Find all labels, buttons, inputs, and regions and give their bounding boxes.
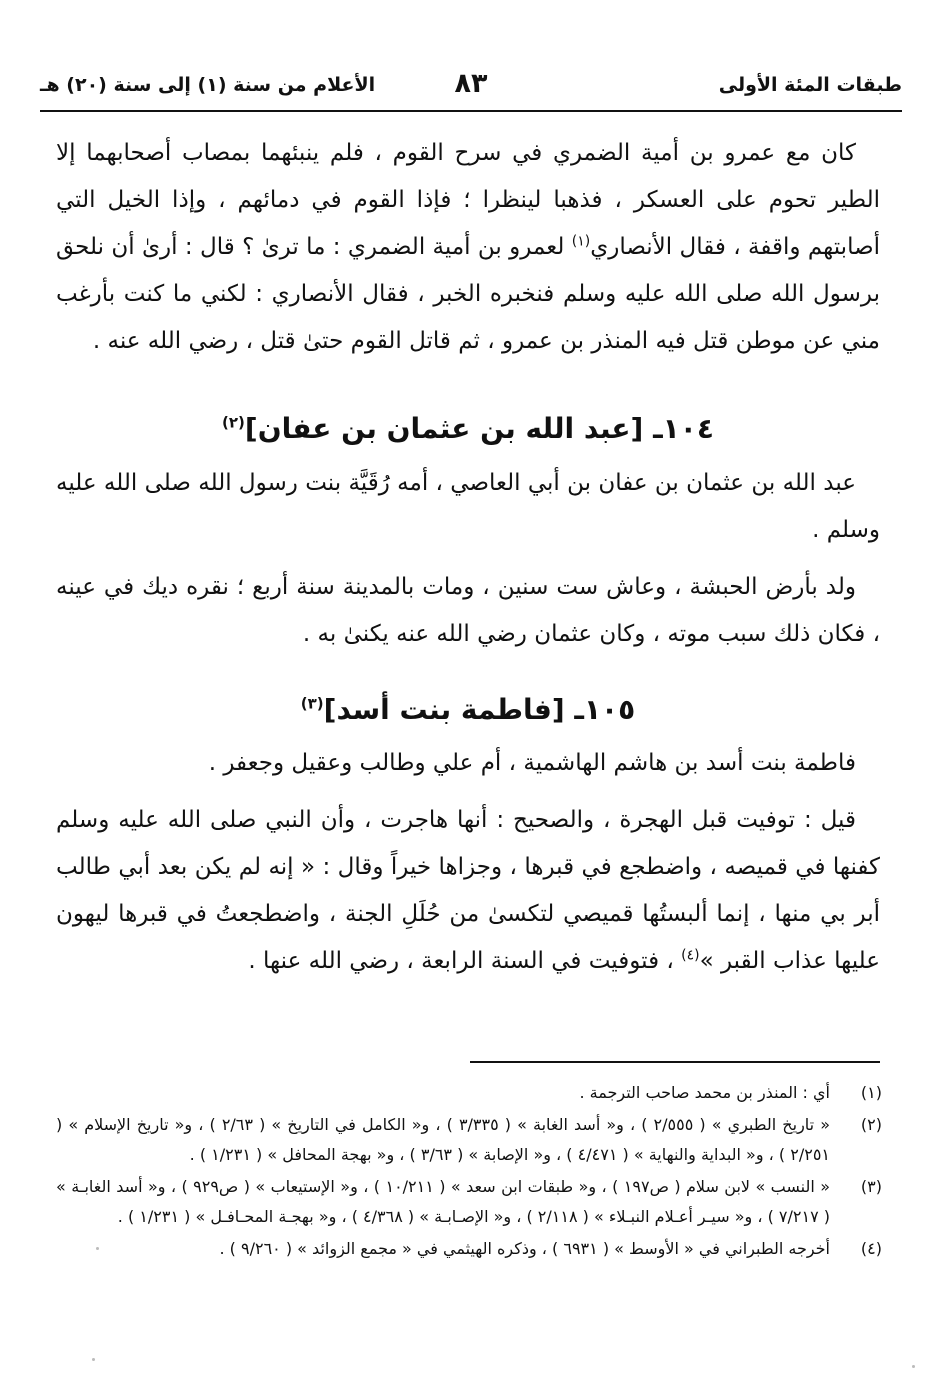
footnote-number: (١): [860, 1083, 882, 1102]
intro-line-1: كان مع عمرو بن أمية الضمري في سرح القوم ، فلم ينبئهما بمصاب أصحابهما إلا الطير تحوم على العسكر ، فذهبا لينظرا ؛ فإذا القوم في دمائهم ، وإذا الخيل التي أصابتهم واقفة ، فقال الأنصاري: [56, 140, 881, 260]
book-title: طبقات المئة الأولى: [718, 74, 902, 96]
entry-104-paragraph: ولد بأرض الحبشة ، وعاش ست سنين ، ومات بالمدينة سنة أربع ؛ نقره ديك في عينه ، فكان ذلك سبب موته ، وكان عثمان رضي الله عنه يكنىٰ به .: [56, 574, 880, 647]
footnote-number: (٣): [860, 1177, 882, 1196]
footnote-number: (٤): [860, 1239, 882, 1258]
footnote: [56, 1234, 882, 1264]
entry-105-paragraph: فاطمة بنت أسد بن هاشم الهاشمية ، أم علي وطالب وعقيل وجعفر .: [208, 750, 856, 776]
intro-paragraph: [56, 130, 880, 365]
footnote: [56, 1078, 882, 1108]
page-header: [40, 68, 902, 108]
entry-body-105: [56, 740, 880, 995]
scan-speck: [96, 1247, 99, 1250]
entry-105-ending: ، فتوفيت في السنة الرابعة ، رضي الله عنها .: [248, 948, 674, 974]
entry-heading-104: [56, 412, 880, 445]
footnote-text: « تاريخ الطبري » ( ٢/٥٥٥ ) ، و« أسد الغابة » ( ٣/٣٣٥ ) ، و« الكامل في التاريخ » ( ٢/٦٣ ) ، و« تاريخ الإسلام » ( ٢/٢٥١ ) ، و« البداية والنهاية » ( ٤/٤٧١ ) ، و« الإصابة » ( ٣/٦٣ ) ، و« بهجة المحافل » ( ١/٢٣١ ) .: [56, 1115, 830, 1164]
page-number: ٨٣: [454, 68, 488, 99]
footnote-text: « النسب » لابن سلام ( ص١٩٧ ) ، و« طبقات ابن سعد » ( ١٠/٢١١ ) ، و« الإستيعاب » ( ص٩٢٩ ) ، و« أسد الغابـة » ( ٧/٢١٧ ) ، و« سيـر أعـلام النبـلاء » ( ٢/١١٨ ) ، و« الإصـابـة » ( ٤/٣٦٨ ) ، و« بهجـة المحـافـل » ( ١/٢٣١ ) .: [56, 1177, 831, 1226]
intro-line-2: لعمرو بن أمية الضمري : ما ترىٰ ؟ قال : أرىٰ أن نلحق برسول الله صلى الله عليه وسلم فنخبره الخبر ، فقال الأنصاري : لكني ما كنت بأرغب مني عن موطن قتل فيه المنذر بن عمرو ، ثم قاتل القوم حتىٰ قتل ، رضي الله عنه .: [56, 234, 880, 354]
footnote-number: (٢): [860, 1115, 882, 1134]
footnote: [56, 1172, 882, 1232]
entry-heading-105: [56, 693, 880, 726]
footnote-rule: [470, 1061, 880, 1063]
footnote-ref-2: (٢): [222, 413, 245, 432]
footnote-ref-4: (٤): [681, 947, 700, 964]
section-range: الأعلام من سنة (١) إلى سنة (٢٠) هـ: [40, 74, 376, 96]
footnote-ref-1: (١): [571, 233, 591, 250]
scan-speck: [92, 1358, 95, 1361]
entry-title-104: ١٠٤ـ [عبد الله بن عثمان بن عفان]: [244, 412, 714, 445]
entry-105-paragraph: [56, 797, 880, 985]
header-rule: [40, 110, 902, 112]
entry-title-105: ١٠٥ـ [فاطمة بنت أسد]: [323, 693, 636, 726]
footnotes: [56, 1078, 882, 1266]
footnote-ref-3: (٣): [300, 694, 324, 713]
entry-body-104: [56, 460, 880, 668]
scan-speck: [912, 1365, 915, 1368]
footnote: [56, 1110, 882, 1170]
footnote-text: أخرجه الطبراني في « الأوسط » ( ٦٩٣١ ) ، وذكره الهيثمي في « مجمع الزوائد » ( ٩/٢٦٠ ) .: [219, 1239, 830, 1258]
entry-105-quote: قيل : توفيت قبل الهجرة ، والصحيح : أنها هاجرت ، وأن النبي صلى الله عليه وسلم كفنها في قميصه ، واضطجع في قبرها ، وجزاها خيراً وقال : « إنه لم يكن بعد أبي طالب أبر بي منها ، إنما ألبستُها قميصي لتكسىٰ من حُلَلِ الجنة ، واضطجعتُ في قبرها ليهون عليها عذاب القبر »: [56, 807, 880, 974]
footnote-text: أي : المنذر بن محمد صاحب الترجمة .: [579, 1083, 830, 1102]
intro-text: [56, 130, 880, 365]
entry-104-paragraph: عبد الله بن عثمان بن عفان بن أبي العاصي ، أمه رُقَيَّة بنت رسول الله صلى الله عليه وسلم .: [56, 470, 880, 543]
